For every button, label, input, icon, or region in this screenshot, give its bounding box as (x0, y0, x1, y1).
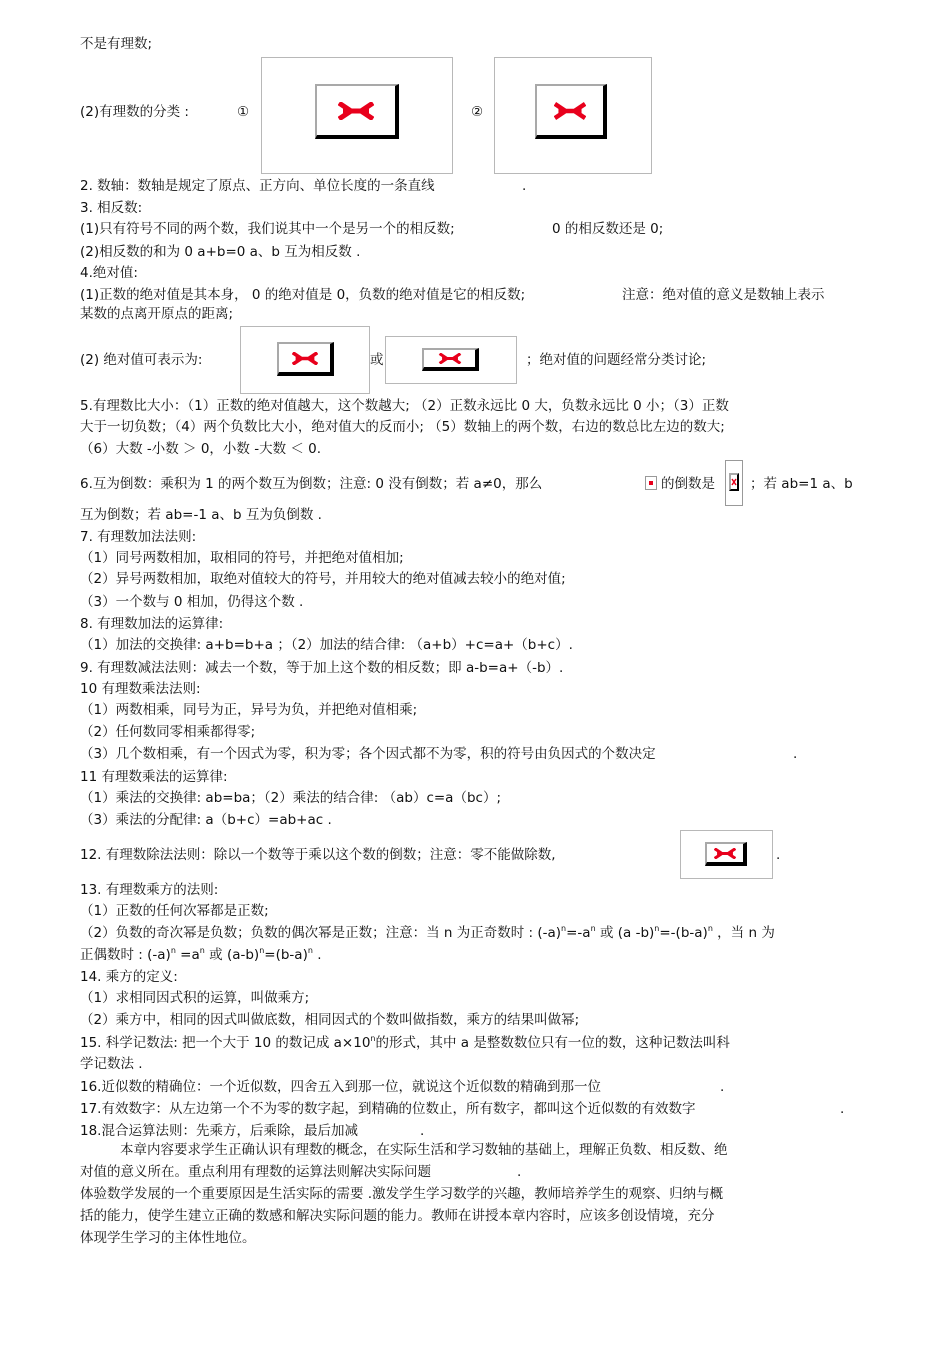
text-line: 注意：绝对值的意义是数轴上表示 (622, 287, 825, 303)
paragraph-line: 括的能力，使学生建立正确的数感和解决实际问题的能力。教师在讲授本章内容时，应该多创设情境，充分 (80, 1208, 715, 1224)
text-line: （1）加法的交换律: a+b=b+a ；（2）加法的结合律: （a+b）+c=a+（b+c）. (80, 637, 573, 653)
text-line: （1）乘法的交换律: ab=ba；（2）乘法的结合律: （ab）c=a（bc）; (80, 790, 501, 806)
text-line: （2）任何数同零相乘都得零; (80, 724, 256, 740)
text-line: . (522, 178, 527, 194)
text-line: 4.绝对值: (80, 265, 138, 281)
text-line: 15. 科学记数法: 把一个大于 10 的数记成 $a\times 10^n$的形式，其中 a 是整数数位只有一位的数，这种记数法叫科 (80, 1034, 730, 1051)
text-line: 6.互为倒数：乘积为 1 的两个数互为倒数；注意: 0 没有倒数；若 a≠0，那么 (80, 476, 543, 492)
text-line: 大于一切负数；（4）两个负数比大小，绝对值大的反而小; （5）数轴上的两个数，右边的数总比左边的数大; (80, 419, 725, 435)
text-line: 2. 数轴：数轴是规定了原点、正方向、单位长度的一条直线 (80, 178, 435, 194)
text-line: (2) 绝对值可表示为: (80, 352, 203, 368)
text-line: 的倒数是 (661, 476, 715, 492)
text-line: 某数的点离开原点的距离; (80, 306, 234, 322)
text-line: . (776, 847, 781, 863)
text-line: 5.有理数比大小：（1）正数的绝对值越大，这个数越大; （2）正数永远比 0 大，负数永远比 0 小；（3）正数 (80, 398, 729, 414)
text-line: （3）几个数相乘，有一个因式为零，积为零；各个因式都不为零，积的符号由负因式的个数决定 (80, 746, 656, 762)
text-line: 12. 有理数除法法则：除以一个数等于乘以这个数的倒数；注意：零不能做除数, (80, 847, 556, 863)
text-line: （2）乘方中，相同的因式叫做底数，相同因式的个数叫做指数，乘方的结果叫做幂; (80, 1012, 580, 1028)
text-line: (2)有理数的分类 : (80, 104, 189, 120)
paragraph-line: 对值的意义所在。重点利用有理数的运算法则解决实际问题 (80, 1164, 431, 1180)
broken-image-icon (338, 102, 374, 120)
broken-image (315, 84, 399, 139)
image-frame (494, 57, 652, 174)
list-marker: ① (237, 104, 250, 120)
list-marker: ② (471, 104, 484, 120)
broken-image (725, 460, 743, 506)
image-frame (680, 830, 773, 879)
text-line: ；绝对值的问题经常分类讨论; (526, 352, 707, 368)
text-line: 3. 相反数: (80, 200, 143, 216)
text-line: 0 的相反数还是 0; (552, 221, 664, 237)
text-line: （1）两数相乘，同号为正，异号为负，并把绝对值相乘; (80, 702, 418, 718)
text-line: (1)正数的绝对值是其本身， 0 的绝对值是 0，负数的绝对值是它的相反数; (80, 287, 526, 303)
text-line: 8. 有理数加法的运算律: (80, 616, 224, 632)
broken-image (422, 348, 479, 371)
text-line: 学记数法 . (80, 1056, 143, 1072)
broken-image-icon (554, 102, 586, 120)
paragraph-line: 体验数学发展的一个重要原因是生活实际的需要 .激发学生学习数学的兴趣，教师培养学生的观察、归纳与概 (80, 1186, 724, 1202)
text-line: 18.混合运算法则：先乘方，后乘除，最后加减 (80, 1123, 358, 1139)
paragraph-line: 本章内容要求学生正确认识有理数的概念，在实际生活和学习数轴的基础上，理解正负数、相反数、绝 (120, 1142, 728, 1158)
broken-image (645, 476, 657, 490)
text-line: （3）乘法的分配律: a（b+c）=ab+ac . (80, 812, 332, 828)
broken-image-icon (438, 353, 462, 364)
text-line: ；若 ab=1 a、b (750, 476, 853, 492)
text-line: 14. 乘方的定义: (80, 969, 178, 985)
text-line: 10 有理数乘法法则: (80, 681, 201, 697)
text-line: （3）一个数与 0 相加，仍得这个数 . (80, 594, 304, 610)
broken-image-icon (292, 352, 318, 365)
text-line: (2)相反数的和为 0 a+b=0 a、b 互为相反数 . (80, 244, 361, 260)
text-line: （2）负数的奇次幂是负数；负数的偶次幂是正数；注意：当 n 为正奇数时 : $(-a)^n=-a^n$ 或 (a $-b)^n=-(b-a)^n$ ，当 n 为 (80, 924, 775, 941)
broken-image-icon (646, 477, 656, 489)
text-line: . (793, 746, 798, 762)
text-line: . (420, 1123, 425, 1139)
text-line: 11 有理数乘法的运算律: (80, 769, 228, 785)
broken-image (705, 842, 747, 866)
broken-image (729, 473, 739, 491)
text-line: （1）正数的任何次幂都是正数; (80, 903, 269, 919)
image-frame (385, 336, 517, 384)
text-line: (1)只有符号不同的两个数，我们说其中一个是另一个的相反数; (80, 221, 455, 237)
text-line: 互为倒数；若 ab=-1 a、b 互为负倒数 . (80, 507, 322, 523)
text-line: . (840, 1101, 845, 1117)
broken-image-icon (714, 848, 736, 859)
text-line: 7. 有理数加法法则: (80, 529, 197, 545)
text-line: 正偶数时 : $(-a)^n =a^n$ 或 $(a-b)^n=(b-a)^n$ . (80, 946, 322, 963)
paragraph-line: 体现学生学习的主体性地位。 (80, 1230, 256, 1246)
text-line: 不是有理数; (80, 36, 153, 52)
paragraph-line: . (517, 1164, 522, 1180)
broken-image (535, 84, 607, 139)
text-line: （1）求相同因式积的运算，叫做乘方; (80, 990, 310, 1006)
broken-image-icon (731, 478, 737, 486)
text-line: . (720, 1079, 725, 1095)
text-line: 13. 有理数乘方的法则: (80, 882, 219, 898)
image-frame (261, 57, 453, 174)
text-line: （1）同号两数相加，取相同的符号，并把绝对值相加; (80, 550, 404, 566)
text-line: 17.有效数字：从左边第一个不为零的数字起，到精确的位数止，所有数字，都叫这个近似数的有效数字 (80, 1101, 696, 1117)
text-line: （2）异号两数相加，取绝对值较大的符号，并用较大的绝对值减去较小的绝对值; (80, 571, 566, 587)
text-line: 16.近似数的精确位：一个近似数，四舍五入到那一位，就说这个近似数的精确到那一位 (80, 1079, 601, 1095)
text-line: 9. 有理数减法法则：减去一个数，等于加上这个数的相反数；即 a-b=a+（-b）. (80, 660, 564, 676)
image-frame (240, 326, 370, 394)
text-line: （6）大数 -小数 ＞ 0，小数 -大数 ＜ 0. (80, 441, 322, 457)
broken-image (277, 342, 334, 376)
text-line: 或 (370, 352, 384, 368)
